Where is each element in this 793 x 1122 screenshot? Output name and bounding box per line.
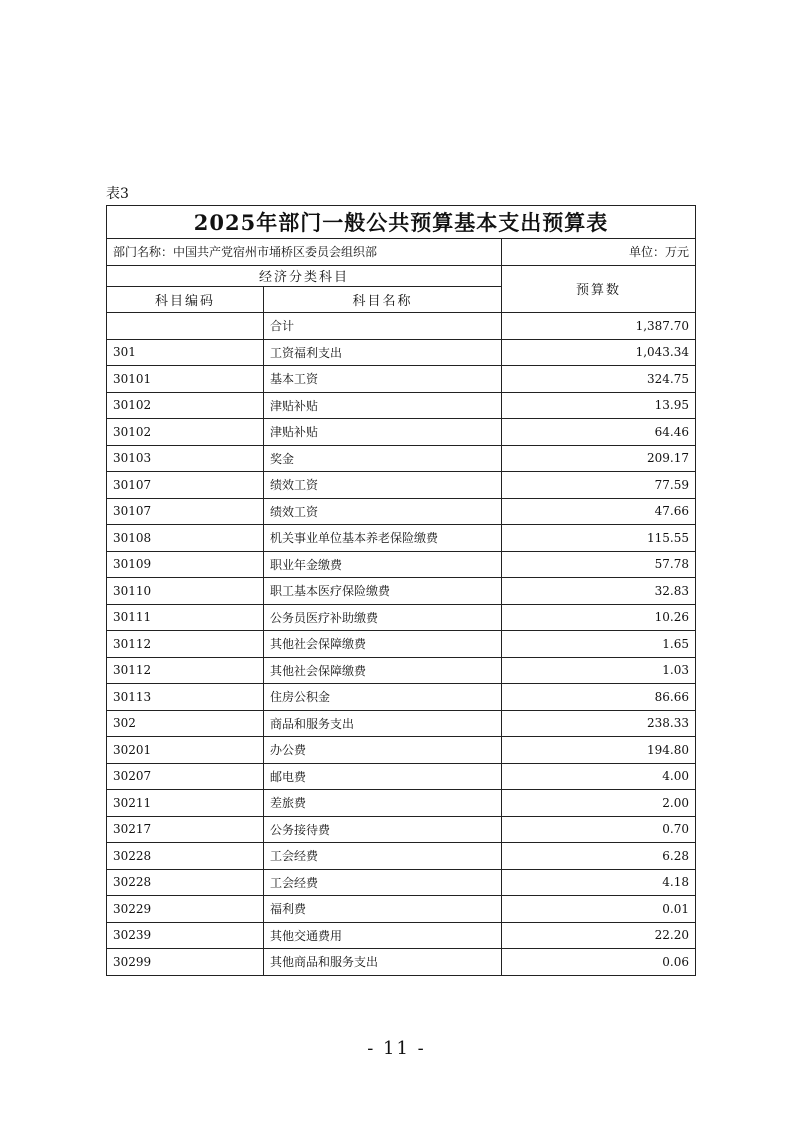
row-name: 工会经费	[264, 843, 502, 870]
row-code: 30217	[107, 816, 264, 843]
row-name: 其他交通费用	[264, 922, 502, 949]
row-amount: 86.66	[502, 684, 696, 711]
table-row	[107, 869, 696, 896]
row-amount: 32.83	[502, 578, 696, 605]
row-code: 302	[107, 710, 264, 737]
header-name: 科目名称	[264, 286, 502, 313]
row-code: 30113	[107, 684, 264, 711]
row-code: 30229	[107, 896, 264, 923]
table-row	[107, 949, 696, 976]
row-amount: 2.00	[502, 790, 696, 817]
table-row	[107, 843, 696, 870]
table-row	[107, 472, 696, 499]
table-row	[107, 498, 696, 525]
row-amount: 194.80	[502, 737, 696, 764]
row-name: 商品和服务支出	[264, 710, 502, 737]
row-name: 福利费	[264, 896, 502, 923]
row-name: 其他商品和服务支出	[264, 949, 502, 976]
row-amount: 1.03	[502, 657, 696, 684]
row-amount: 6.28	[502, 843, 696, 870]
title-row	[107, 206, 696, 239]
row-code: 30102	[107, 392, 264, 419]
table-row	[107, 392, 696, 419]
row-amount: 0.01	[502, 896, 696, 923]
table-row	[107, 816, 696, 843]
row-code: 30201	[107, 737, 264, 764]
row-amount: 209.17	[502, 445, 696, 472]
row-amount: 1,387.70	[502, 313, 696, 340]
row-amount: 1,043.34	[502, 339, 696, 366]
row-name: 公务接待费	[264, 816, 502, 843]
table-row	[107, 657, 696, 684]
row-name: 住房公积金	[264, 684, 502, 711]
row-code: 30228	[107, 843, 264, 870]
row-code: 30211	[107, 790, 264, 817]
row-name: 合计	[264, 313, 502, 340]
row-name: 绩效工资	[264, 498, 502, 525]
row-amount: 1.65	[502, 631, 696, 658]
row-code: 30107	[107, 472, 264, 499]
table-title: 2025年部门一般公共预算基本支出预算表	[107, 206, 696, 239]
meta-row	[107, 239, 696, 266]
row-code: 30112	[107, 631, 264, 658]
row-amount: 4.18	[502, 869, 696, 896]
row-amount: 324.75	[502, 366, 696, 393]
row-amount: 0.06	[502, 949, 696, 976]
row-code: 30110	[107, 578, 264, 605]
table-row	[107, 578, 696, 605]
table-row	[107, 366, 696, 393]
table-row	[107, 525, 696, 552]
row-code: 30102	[107, 419, 264, 446]
row-code: 30111	[107, 604, 264, 631]
header-group: 经济分类科目	[107, 265, 502, 286]
table-label: 表3	[106, 186, 129, 202]
row-amount: 57.78	[502, 551, 696, 578]
row-code: 30239	[107, 922, 264, 949]
row-amount: 47.66	[502, 498, 696, 525]
row-amount: 13.95	[502, 392, 696, 419]
row-amount: 22.20	[502, 922, 696, 949]
row-code: 30299	[107, 949, 264, 976]
table-row	[107, 551, 696, 578]
table-row	[107, 631, 696, 658]
row-code: 301	[107, 339, 264, 366]
budget-table	[106, 205, 696, 976]
row-code: 30101	[107, 366, 264, 393]
row-name: 办公费	[264, 737, 502, 764]
table-row	[107, 684, 696, 711]
department-name: 部门名称：中国共产党宿州市埇桥区委员会组织部	[107, 239, 502, 266]
table-row	[107, 896, 696, 923]
row-name: 津贴补贴	[264, 392, 502, 419]
table-row	[107, 710, 696, 737]
row-name: 机关事业单位基本养老保险缴费	[264, 525, 502, 552]
row-name: 基本工资	[264, 366, 502, 393]
row-name: 职工基本医疗保险缴费	[264, 578, 502, 605]
row-name: 邮电费	[264, 763, 502, 790]
table-row	[107, 737, 696, 764]
page-number: - 11 -	[367, 1038, 426, 1059]
row-amount: 0.70	[502, 816, 696, 843]
row-name: 其他社会保障缴费	[264, 657, 502, 684]
row-amount: 64.46	[502, 419, 696, 446]
row-name: 其他社会保障缴费	[264, 631, 502, 658]
row-code: 30108	[107, 525, 264, 552]
row-amount: 10.26	[502, 604, 696, 631]
row-code: 30103	[107, 445, 264, 472]
table-row	[107, 445, 696, 472]
row-amount: 4.00	[502, 763, 696, 790]
table-row	[107, 419, 696, 446]
row-amount: 238.33	[502, 710, 696, 737]
row-amount: 115.55	[502, 525, 696, 552]
row-name: 绩效工资	[264, 472, 502, 499]
table-row	[107, 313, 696, 340]
row-amount: 77.59	[502, 472, 696, 499]
table-row	[107, 790, 696, 817]
table-row	[107, 604, 696, 631]
row-name: 津贴补贴	[264, 419, 502, 446]
row-name: 公务员医疗补助缴费	[264, 604, 502, 631]
table-row	[107, 763, 696, 790]
row-code: 30109	[107, 551, 264, 578]
header-amount: 预算数	[502, 265, 696, 313]
row-code	[107, 313, 264, 340]
header-code: 科目编码	[107, 286, 264, 313]
row-code: 30207	[107, 763, 264, 790]
row-name: 工资福利支出	[264, 339, 502, 366]
row-code: 30112	[107, 657, 264, 684]
row-code: 30107	[107, 498, 264, 525]
row-name: 差旅费	[264, 790, 502, 817]
row-name: 职业年金缴费	[264, 551, 502, 578]
row-name: 工会经费	[264, 869, 502, 896]
unit-label: 单位：万元	[502, 239, 696, 266]
header-row-1	[107, 265, 696, 286]
table-row	[107, 922, 696, 949]
row-code: 30228	[107, 869, 264, 896]
table-row	[107, 339, 696, 366]
row-name: 奖金	[264, 445, 502, 472]
